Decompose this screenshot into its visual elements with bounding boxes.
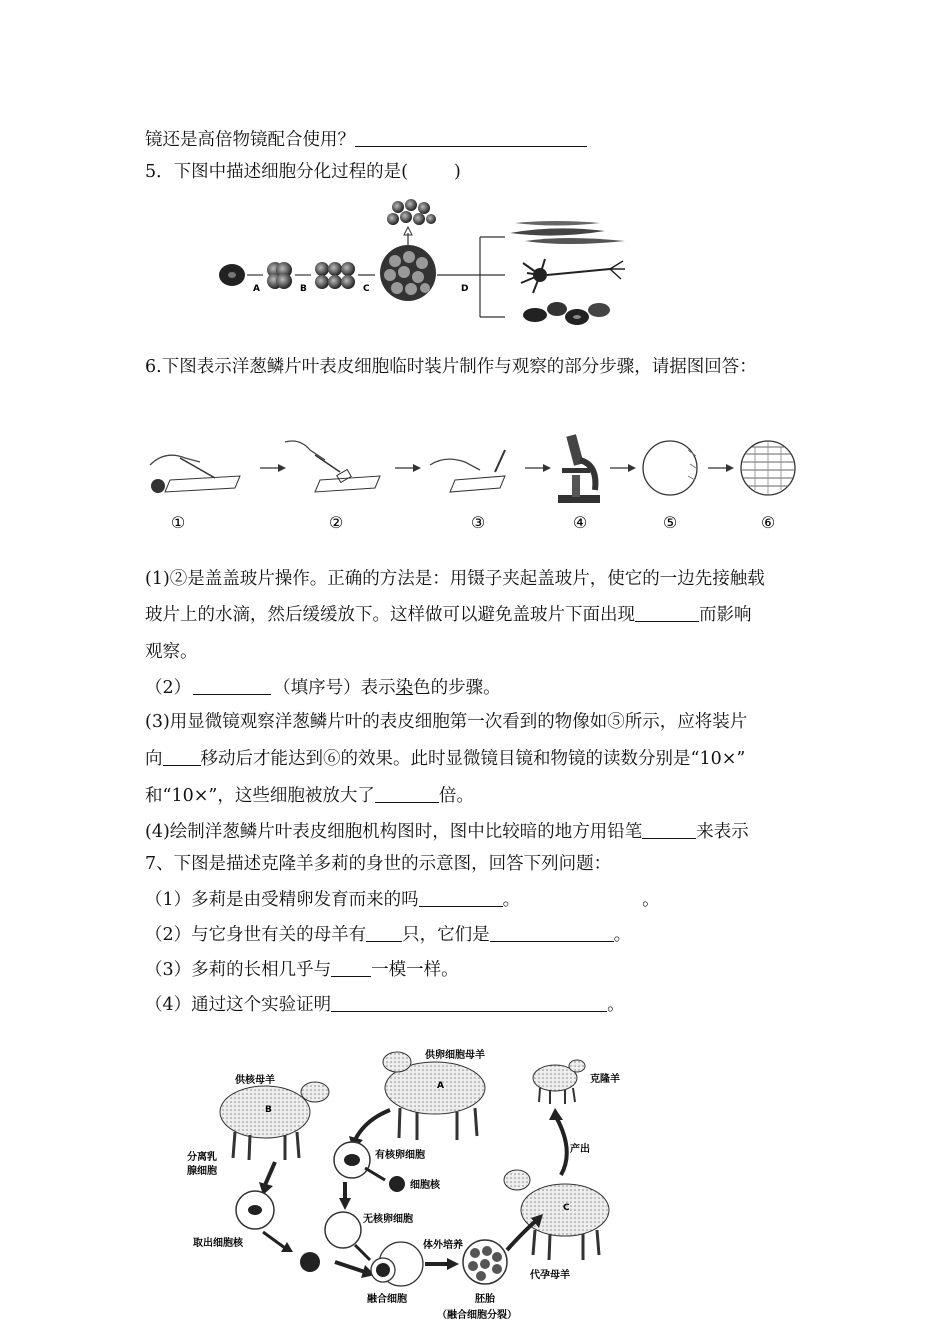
q5-stem-close: ) [453,162,461,182]
view-circle-6 [741,441,795,495]
q7-s4b-text: 。 [607,995,625,1015]
step-number-4: ④ [572,513,588,532]
dolly-clone-figure [185,1040,645,1330]
slide-preparation-figure [140,420,820,535]
label-b: B [300,284,307,294]
q6-p4a-text: (4)绘制洋葱鳞片叶表皮细胞机构图时，图中比较暗的地方用铅笔 [145,822,643,842]
q6-4-answer-blank[interactable] [642,820,696,839]
q6-p3-line1-text: (3)用显微镜观察洋葱鳞片叶的表皮细胞第一次看到的物像如⑤所示，应将装片 [145,712,748,732]
q4-tail-line [145,128,587,152]
q7-s2 [145,923,631,947]
q7-s4 [145,993,625,1017]
q6-p3-line2b-text: 移动后才能达到⑥的效果。此时显微镜目镜和物镜的读数分别是“10×” [200,749,746,769]
q7-1-answer-blank[interactable] [419,888,503,907]
q6-2-answer-blank[interactable] [193,676,271,695]
q6-p2d-text: 色的步骤。 [413,678,501,698]
q7-2b-answer-blank[interactable] [490,923,614,942]
q6-p2a-text: （2） [145,678,192,698]
surrogate-sheep [504,1170,609,1260]
q7-4-answer-blank[interactable] [331,993,607,1012]
top-cell-cluster [387,199,436,225]
blood-cells [523,302,610,325]
q6-1-answer-blank[interactable] [635,603,699,622]
label-d: D [461,284,469,294]
q6-p4b-text: 来表示 [696,822,749,842]
q7-s3 [145,958,459,982]
label-surrogate: 代孕母羊 [530,1270,570,1281]
donor-nucleus-sheep [220,1082,329,1160]
q7-s3b-text: 一模一样。 [371,960,459,980]
label-embryo-note: （融合细胞分裂） [437,1310,517,1321]
q6-p1-line1-text: (1)②是盖盖玻片操作。正确的方法是：用镊子夹起盖玻片，使它的一边先接触载 [145,569,765,589]
label-nucleus: 细胞核 [410,1180,440,1191]
step-number-5: ⑤ [662,513,678,532]
q5-stem [145,160,461,184]
label-separate-cell-2: 腺细胞 [187,1166,217,1177]
q6-p2c-text: 染 [395,678,414,698]
step-number-3: ③ [470,513,486,532]
q4-tail-text: 镜还是高倍物镜配合使用？ [145,130,355,150]
q5-stem-text: 5．下图中描述细胞分化过程的是( [145,162,408,182]
q7-s4a-text: （4）通过这个实验证明 [145,995,332,1015]
cell-differentiation-figure [205,195,645,330]
label-birth: 产出 [570,1144,590,1155]
letter-c: C [563,1203,570,1213]
q7-s3a-text: （3）多莉的长相几乎与 [145,960,332,980]
q6-p1-line3 [145,640,198,664]
q7-s1c-text: 。 [642,890,660,910]
clone-sheep [533,1060,585,1104]
extracted-nucleus [300,1252,320,1272]
label-enucleated-egg: 无核卵细胞 [363,1214,413,1225]
q6-p1-line1 [145,567,765,591]
step-number-2: ② [328,513,344,532]
q6-p1-line3-text: 观察。 [145,642,198,662]
step-number-1: ① [170,513,186,532]
letter-b: B [265,1105,272,1115]
q6-p3-line2a-text: 向 [145,749,163,769]
q6-p4 [145,820,749,844]
view-circle-5 [643,441,697,495]
microscope-icon [558,434,600,503]
q6-p2b-text: （填序号）表示 [273,678,396,698]
four-cell-stage [315,262,355,289]
label-embryo: 胚胎 [475,1294,495,1305]
q7-2a-answer-blank[interactable] [366,923,402,942]
label-clone-sheep: 克隆羊 [590,1074,620,1085]
q6-p2 [145,676,501,700]
q6-p1-line2 [145,603,752,627]
enucleated-egg [325,1212,361,1248]
letter-a: A [437,1081,444,1091]
q6-p3-line1 [145,710,747,734]
neuron-cell [521,259,625,293]
q7-s2b-text: 只，它们是 [402,925,490,945]
q7-s1a-text: （1）多莉是由受精卵发育而来的吗 [145,890,419,910]
label-nucleated-egg: 有核卵细胞 [375,1150,425,1161]
q7-s2a-text: （2）与它身世有关的母羊有 [145,925,367,945]
q6-stem [145,355,757,379]
q6-3b-answer-blank[interactable] [375,784,439,803]
label-in-vitro: 体外培养 [423,1240,463,1251]
step-number-6: ⑥ [760,513,776,532]
step1-illustration [150,455,240,493]
q6-stem-text: 6.下图表示洋葱鳞片叶表皮细胞临时装片制作与观察的部分步骤，请据图回答： [145,357,757,377]
cell-mass [380,245,436,301]
label-take-nucleus: 取出细胞核 [193,1238,243,1249]
label-donor-nucleus-sheep: 供核母羊 [235,1075,275,1086]
q6-p1-line2b-text: 而影响 [699,605,752,625]
q6-p3-line3b-text: 倍。 [438,786,474,806]
q4-answer-blank[interactable] [355,128,587,147]
embryo [463,1240,507,1284]
label-a: A [253,284,260,294]
q7-s1 [145,888,660,912]
q7-s2c-text: 。 [613,925,632,945]
q6-p3-line2 [145,747,745,771]
q7-s1b-text: 。 [502,890,521,910]
q7-stem [145,852,611,876]
label-c: C [363,284,370,294]
q7-stem-text: 7、下图是描述克隆羊多莉的身世的示意图，回答下列问题： [145,854,612,874]
muscle-cells [510,221,625,244]
step3-illustration [430,450,505,492]
label-fused-cell: 融合细胞 [367,1294,407,1305]
step2-illustration [285,441,380,492]
egg-nucleus [389,1176,405,1192]
donor-egg-sheep [383,1052,485,1140]
q7-3-answer-blank[interactable] [331,958,371,977]
q6-p3-line3a-text: 和“10×”，这些细胞被放大了 [145,786,375,806]
label-donor-egg-sheep: 供卵细胞母羊 [425,1050,485,1061]
q6-p3-line3 [145,784,474,808]
q6-p1-line2a-text: 玻片上的水滴，然后缓缓放下。这样做可以避免盖玻片下面出现 [145,605,635,625]
label-separate-cell-1: 分离乳 [187,1152,217,1163]
q6-3a-answer-blank[interactable] [163,747,201,766]
